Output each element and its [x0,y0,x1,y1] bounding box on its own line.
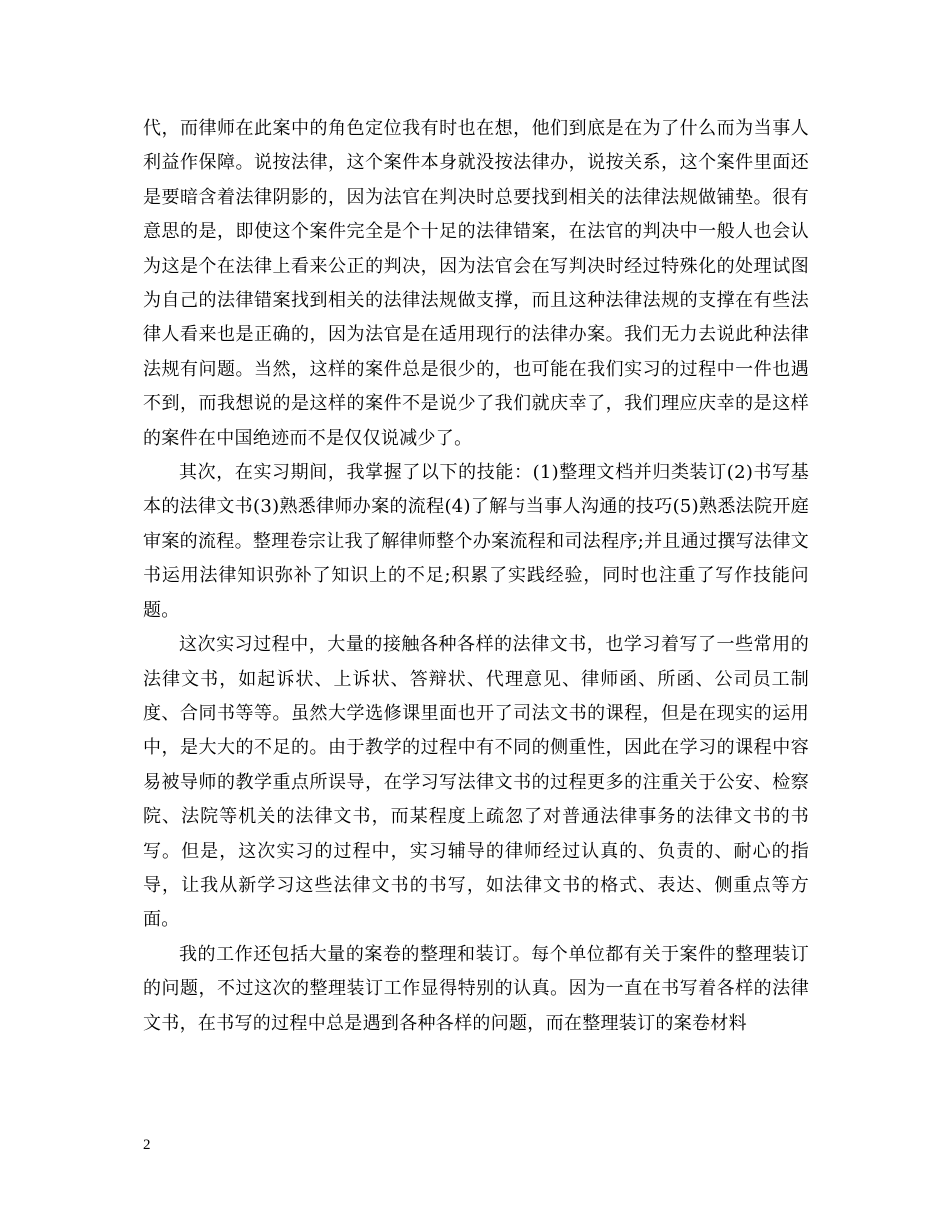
paragraph-skills: 其次，在实习期间，我掌握了以下的技能：(1)整理文档并归类装订(2)书写基本的法律文书(3)熟悉律师办案的流程(4)了解与当事人沟通的技巧(5)熟悉法院开庭审案的流程。整理卷宗让我了解律师整个办案流程和司法程序;并且通过撰写法律文书运用法律知识弥补了知识上的不足;积累了实践经验，同时也注重了写作技能问题。 [143,462,809,621]
paragraph-continuation: 代，而律师在此案中的角色定位我有时也在想，他们到底是在为了什么而为当事人利益作保障。说按法律，这个案件本身就没按法律办，说按关系，这个案件里面还是要暗含着法律阴影的，因为法官在判决时总要找到相关的法律法规做铺垫。很有意思的是，即使这个案件完全是个十足的法律错案，在法官的判决中一般人也会认为这是个在法律上看来公正的判决，因为法官会在写判决时经过特殊化的处理试图为自己的法律错案找到相关的法律法规做支撑，而且这种法律法规的支撑在有些法律人看来也是正确的，因为法官是在适用现行的法律办案。我们无力去说此种法律法规有问题。当然，这样的案件总是很少的，也可能在我们实习的过程中一件也遇不到，而我想说的是这样的案件不是说少了我们就庆幸了，我们理应庆幸的是这样的案件在中国绝迹而不是仅仅说减少了。 [143,118,809,449]
paragraph-legal-documents: 这次实习过程中，大量的接触各种各样的法律文书，也学习着写了一些常用的法律文书，如起诉状、上诉状、答辩状、代理意见、律师函、所函、公司员工制度、合同书等等。虽然大学选修课里面也开了司法文书的课程，但是在现实的运用中，是大大的不足的。由于教学的过程中有不同的侧重性，因此在学习的课程中容易被导师的教学重点所误导，在学习写法律文书的过程更多的注重关于公安、检察院、法院等机关的法律文书，而某程度上疏忽了对普通法律事务的法律文书的书写。但是，这次实习的过程中，实习辅导的律师经过认真的、负责的、耐心的指导，让我从新学习这些法律文书的书写，如法律文书的格式、表达、侧重点等方面。 [143,634,809,931]
page-number: 2 [143,1137,151,1153]
paragraph-case-filing: 我的工作还包括大量的案卷的整理和装订。每个单位都有关于案件的整理装订的问题，不过这次的整理装订工作显得特别的认真。因为一直在书写着各样的法律文书，在书写的过程中总是遇到各种各样的问题，而在整理装订的案卷材料 [143,943,809,1034]
body-text [143,112,809,1041]
